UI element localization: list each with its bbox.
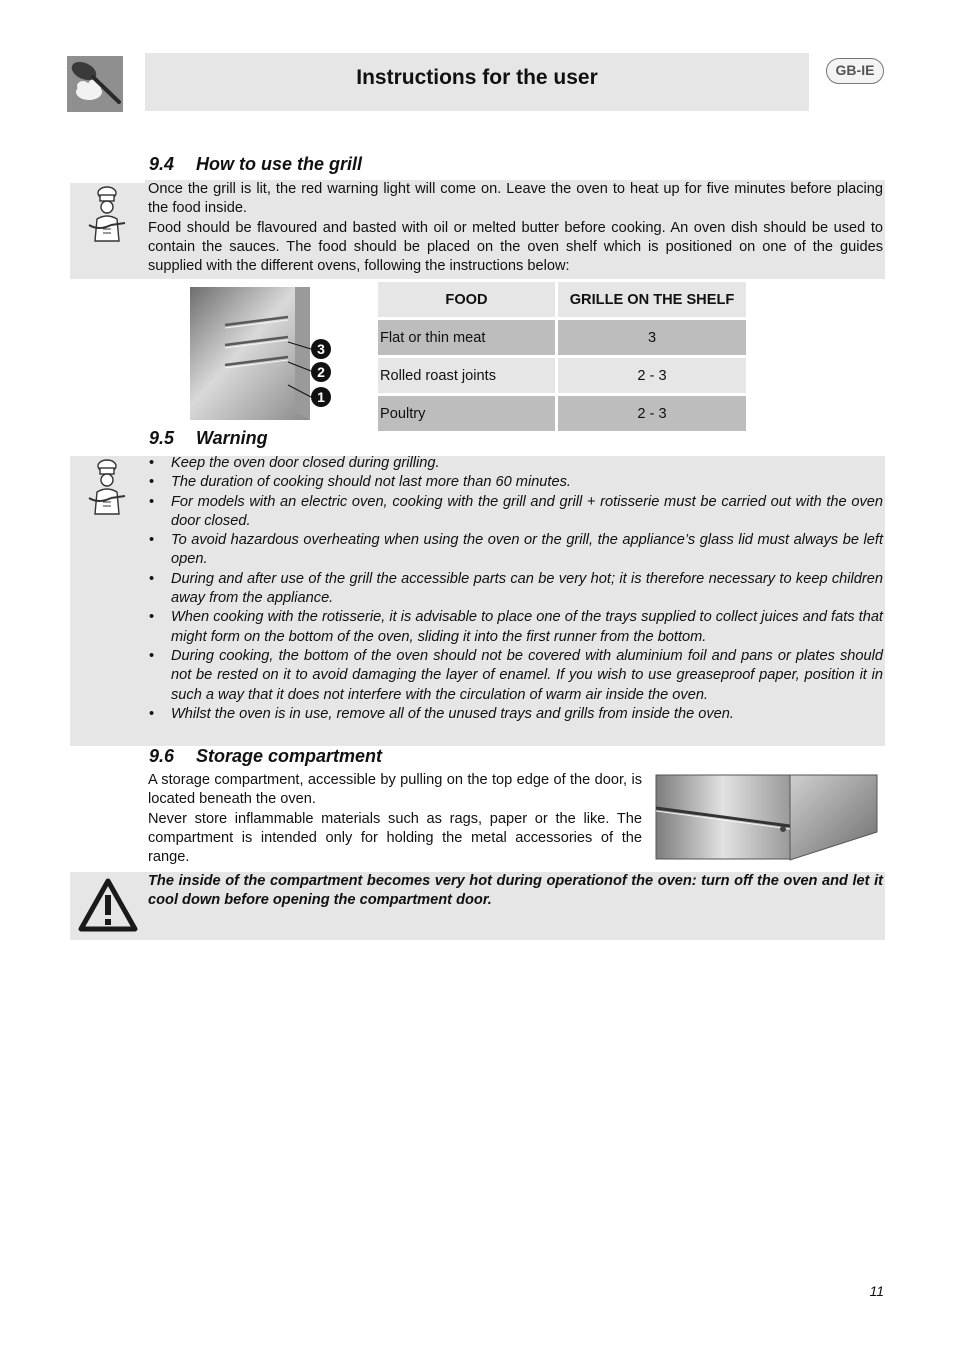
section-9-5-heading: 9.5 Warning (149, 428, 268, 448)
table-cell: Flat or thin meat (378, 320, 558, 358)
chef-icon (85, 458, 129, 516)
list-item: • When cooking with the rotisserie, it is advisable to place one of the trays supplied to collect juices and fats that might form on the bottom of the oven, sliding it into the first runner from the bottom. (148, 608, 883, 647)
warning-list (148, 454, 883, 724)
paragraph: Food should be flavoured and basted with oil or melted butter before cooking. An oven dish should be used to contain the sauces. The food should be placed on the oven shelf which is positioned on one of the guides supplied with the different ovens, following the instructions below: (148, 219, 883, 275)
table-header-cell: FOOD (378, 282, 558, 320)
table-cell: 3 (558, 320, 746, 358)
table-cell: Rolled roast joints (378, 358, 558, 396)
warning-list-panel (145, 456, 885, 746)
storage-compartment-illustration (655, 774, 879, 862)
oven-shelves-illustration (190, 287, 335, 422)
chef-spoon-logo (67, 56, 123, 112)
chef-icon (85, 185, 129, 243)
shelf-label-3: 3 (317, 341, 325, 357)
list-item: • The duration of cooking should not last more than 60 minutes. (148, 473, 883, 492)
storage-text (148, 771, 642, 867)
page-title: Instructions for the user (356, 66, 598, 89)
grill-shelf-table (378, 282, 746, 434)
table-header-row (378, 282, 746, 320)
paragraph: Never store inflammable materials such as rags, paper or the like. The compartment is intended only for holding the metal accessories of the range. (148, 810, 642, 866)
storage-compartment-figure (655, 774, 879, 862)
spoon-hat-icon (67, 56, 123, 112)
list-item: • During and after use of the grill the accessible parts can be very hot; it is therefore necessary to keep children away from the appliance. (148, 570, 883, 609)
table-row (378, 358, 746, 396)
table-row (378, 396, 746, 434)
warning-triangle-icon (77, 877, 139, 933)
oven-shelves-figure (190, 287, 335, 422)
header-bar (145, 53, 809, 111)
warning-icon-panel (70, 872, 145, 940)
language-badge: GB-IE (826, 58, 884, 84)
page-number: 11 (869, 1283, 884, 1299)
grill-intro-text (145, 180, 885, 279)
table-cell: 2 - 3 (558, 358, 746, 396)
chef-icon-panel (70, 456, 145, 746)
list-item: • During cooking, the bottom of the oven should not be covered with aluminium foil and pans or plates should not be rested on it to avoid damaging the layer of enamel. If you wish to use greaseproof paper, position it in such a way that it does not interfere with the circulation of warm air inside the oven. (148, 647, 883, 705)
table-cell: Poultry (378, 396, 558, 434)
list-item: • Keep the oven door closed during grilling. (148, 454, 883, 473)
list-item: • Whilst the oven is in use, remove all of the unused trays and grills from inside the oven. (148, 705, 883, 724)
shelf-label-2: 2 (317, 364, 325, 380)
table-header-cell: GRILLE ON THE SHELF (558, 282, 746, 320)
section-9-6-heading: 9.6 Storage compartment (149, 746, 383, 766)
hot-compartment-warning: The inside of the compartment becomes very hot during operationof the oven: turn off the oven and let it cool down before opening the compartment door. (145, 872, 885, 940)
chef-icon-panel (70, 183, 145, 279)
table-cell: 2 - 3 (558, 396, 746, 434)
table-row (378, 320, 746, 358)
shelf-label-1: 1 (317, 389, 325, 405)
section-9-4-heading: 9.4 How to use the grill (149, 154, 363, 174)
paragraph: A storage compartment, accessible by pulling on the top edge of the door, is located beneath the oven. (148, 772, 642, 808)
list-item: • For models with an electric oven, cooking with the grill and grill + rotisserie must be carried out with the oven door closed. (148, 493, 883, 532)
paragraph: Once the grill is lit, the red warning light will come on. Leave the oven to heat up for five minutes before placing the food inside. (148, 181, 883, 217)
list-item: • To avoid hazardous overheating when using the oven or the grill, the appliance’s glass lid must always be left open. (148, 531, 883, 570)
